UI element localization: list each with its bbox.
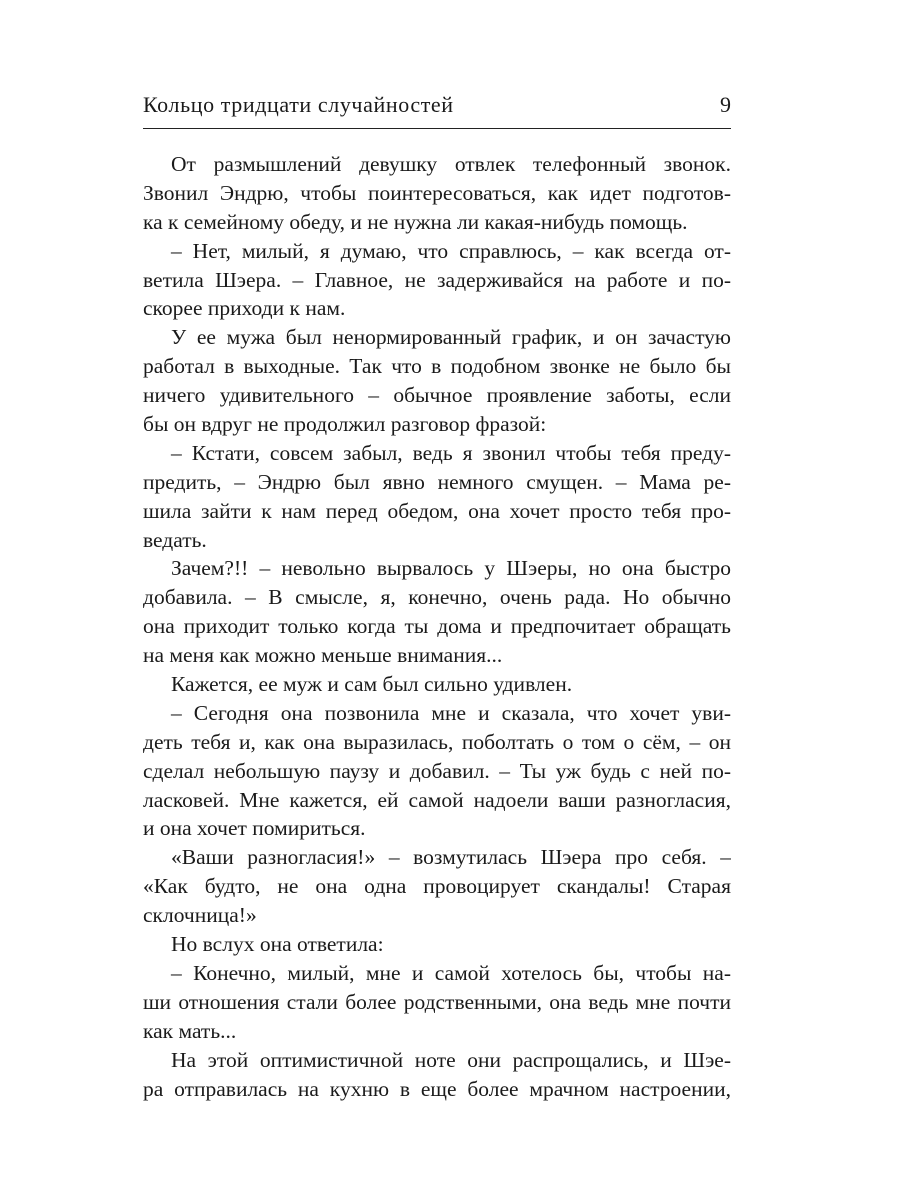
text-line: она приходит только когда ты дома и предпочитает обращать — [143, 614, 731, 639]
text-line: У ее мужа был ненормированный график, и он зачастую — [171, 325, 731, 350]
text-line: склочница!» — [143, 903, 257, 928]
text-line: на меня как можно меньше внимания... — [143, 643, 503, 668]
book-title: Кольцо тридцати случайностей — [143, 92, 454, 117]
running-header — [143, 86, 731, 129]
page-number: 9 — [720, 92, 731, 117]
text-line: шила зайти к нам перед обедом, она хочет просто тебя про- — [143, 498, 731, 523]
text-line: – Нет, милый, я думаю, что справлюсь, – как всегда от- — [171, 238, 731, 263]
text-line: предить, – Эндрю был явно немного смущен. – Мама ре- — [143, 469, 731, 494]
text-line: На этой оптимистичной ноте они распрощались, и Шэе- — [171, 1047, 731, 1072]
text-line: Зачем?!! – невольно вырвалось у Шэеры, но она быстро — [171, 556, 731, 581]
text-line: «Ваши разногласия!» – возмутилась Шэера про себя. – — [171, 845, 731, 870]
text-line: «Как будто, не она одна провоцирует скандалы! Старая — [143, 874, 731, 899]
text-line: как мать... — [143, 1018, 237, 1043]
text-line: деть тебя и, как она выразилась, поболтать о том о сём, – он — [143, 729, 731, 754]
text-line: – Сегодня она позвонила мне и сказала, что хочет уви- — [171, 700, 731, 725]
text-line: ши отношения стали более родственными, она ведь мне почти — [143, 989, 731, 1014]
text-line: и она хочет помириться. — [143, 816, 366, 841]
text-line: ласковей. Мне кажется, ей самой надоели ваши разногласия, — [143, 787, 731, 812]
text-line: бы он вдруг не продолжил разговор фразой: — [143, 412, 547, 437]
text-line: ка к семейному обеду, и не нужна ли какая-нибудь помощь. — [143, 209, 688, 234]
text-line: Звонил Эндрю, чтобы поинтересоваться, как идет подготов- — [143, 180, 731, 205]
text-line: – Кстати, совсем забыл, ведь я звонил чтобы тебя преду- — [171, 440, 731, 465]
text-line: добавила. – В смысле, я, конечно, очень рада. Но обычно — [143, 585, 731, 610]
text-line: сделал небольшую паузу и добавил. – Ты уж будь с ней по- — [143, 758, 731, 783]
text-line: Кажется, ее муж и сам был сильно удивлен. — [171, 672, 573, 697]
text-line: ра отправилась на кухню в еще более мрачном настроении, — [143, 1076, 731, 1101]
text-line: – Конечно, милый, мне и самой хотелось бы, чтобы на- — [171, 960, 731, 985]
body-text — [143, 150, 731, 1103]
text-line: скорее приходи к нам. — [143, 296, 346, 321]
text-line: ничего удивительного – обычное проявление заботы, если — [143, 383, 731, 408]
text-line: ветила Шэера. – Главное, не задерживайся на работе и по- — [143, 267, 731, 292]
text-line: От размышлений девушку отвлек телефонный звонок. — [171, 152, 731, 176]
text-line: работал в выходные. Так что в подобном звонке не было бы — [143, 354, 731, 379]
text-line: ведать. — [143, 527, 207, 552]
text-line: Но вслух она ответила: — [171, 932, 384, 957]
